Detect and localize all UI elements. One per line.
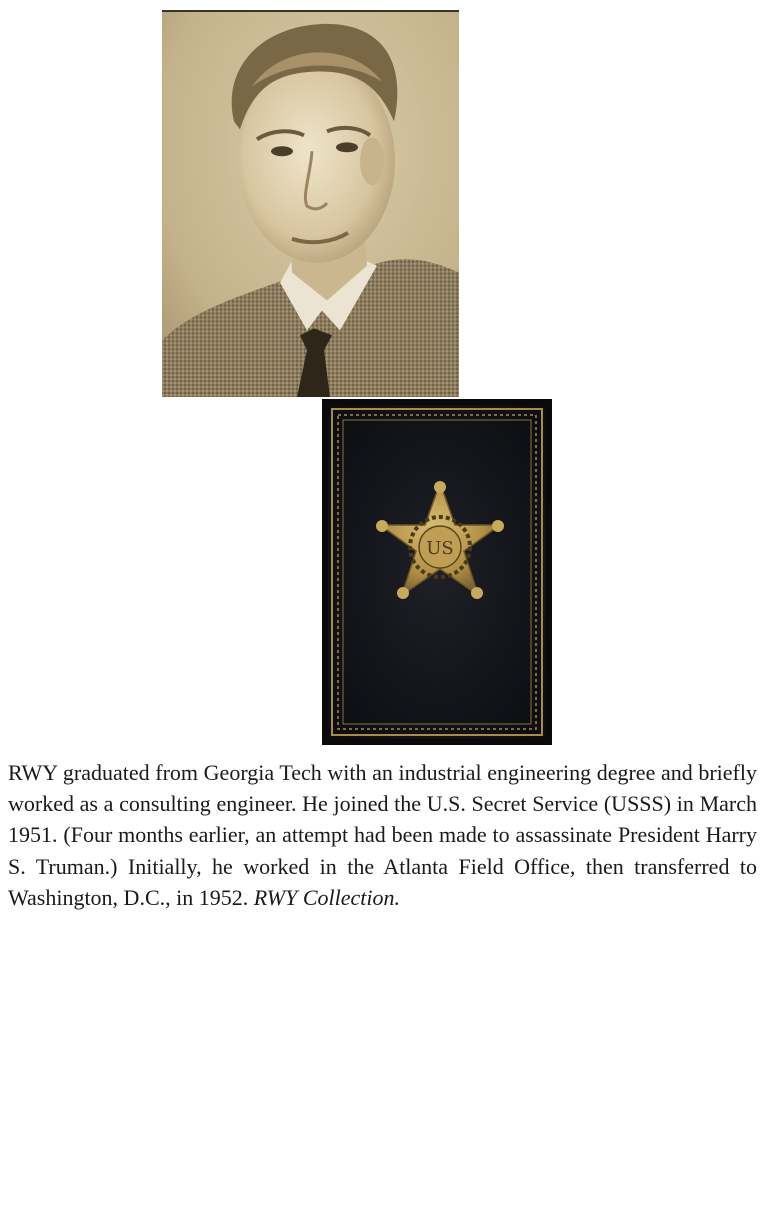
portrait-image <box>162 12 459 397</box>
caption <box>8 757 757 913</box>
badge-case-photo <box>322 399 552 745</box>
badge-case-image <box>322 399 552 745</box>
caption-credit: RWY Collection. <box>253 884 400 910</box>
badge-emblem-text: US <box>426 538 454 559</box>
caption-text: RWY graduated from Georgia Tech with an industrial engineering degree and briefly worked as a consulting engineer. He joined the U.S. Secret Service (USSS) in March 1951. (Four months earlier, an attempt had been made to assassinate President Harry S. Truman.) Initially, he worked in the Atlanta Field Office, then transferred to Washington, D.C., in 1952. <box>8 760 757 910</box>
portrait-photo <box>162 10 459 397</box>
